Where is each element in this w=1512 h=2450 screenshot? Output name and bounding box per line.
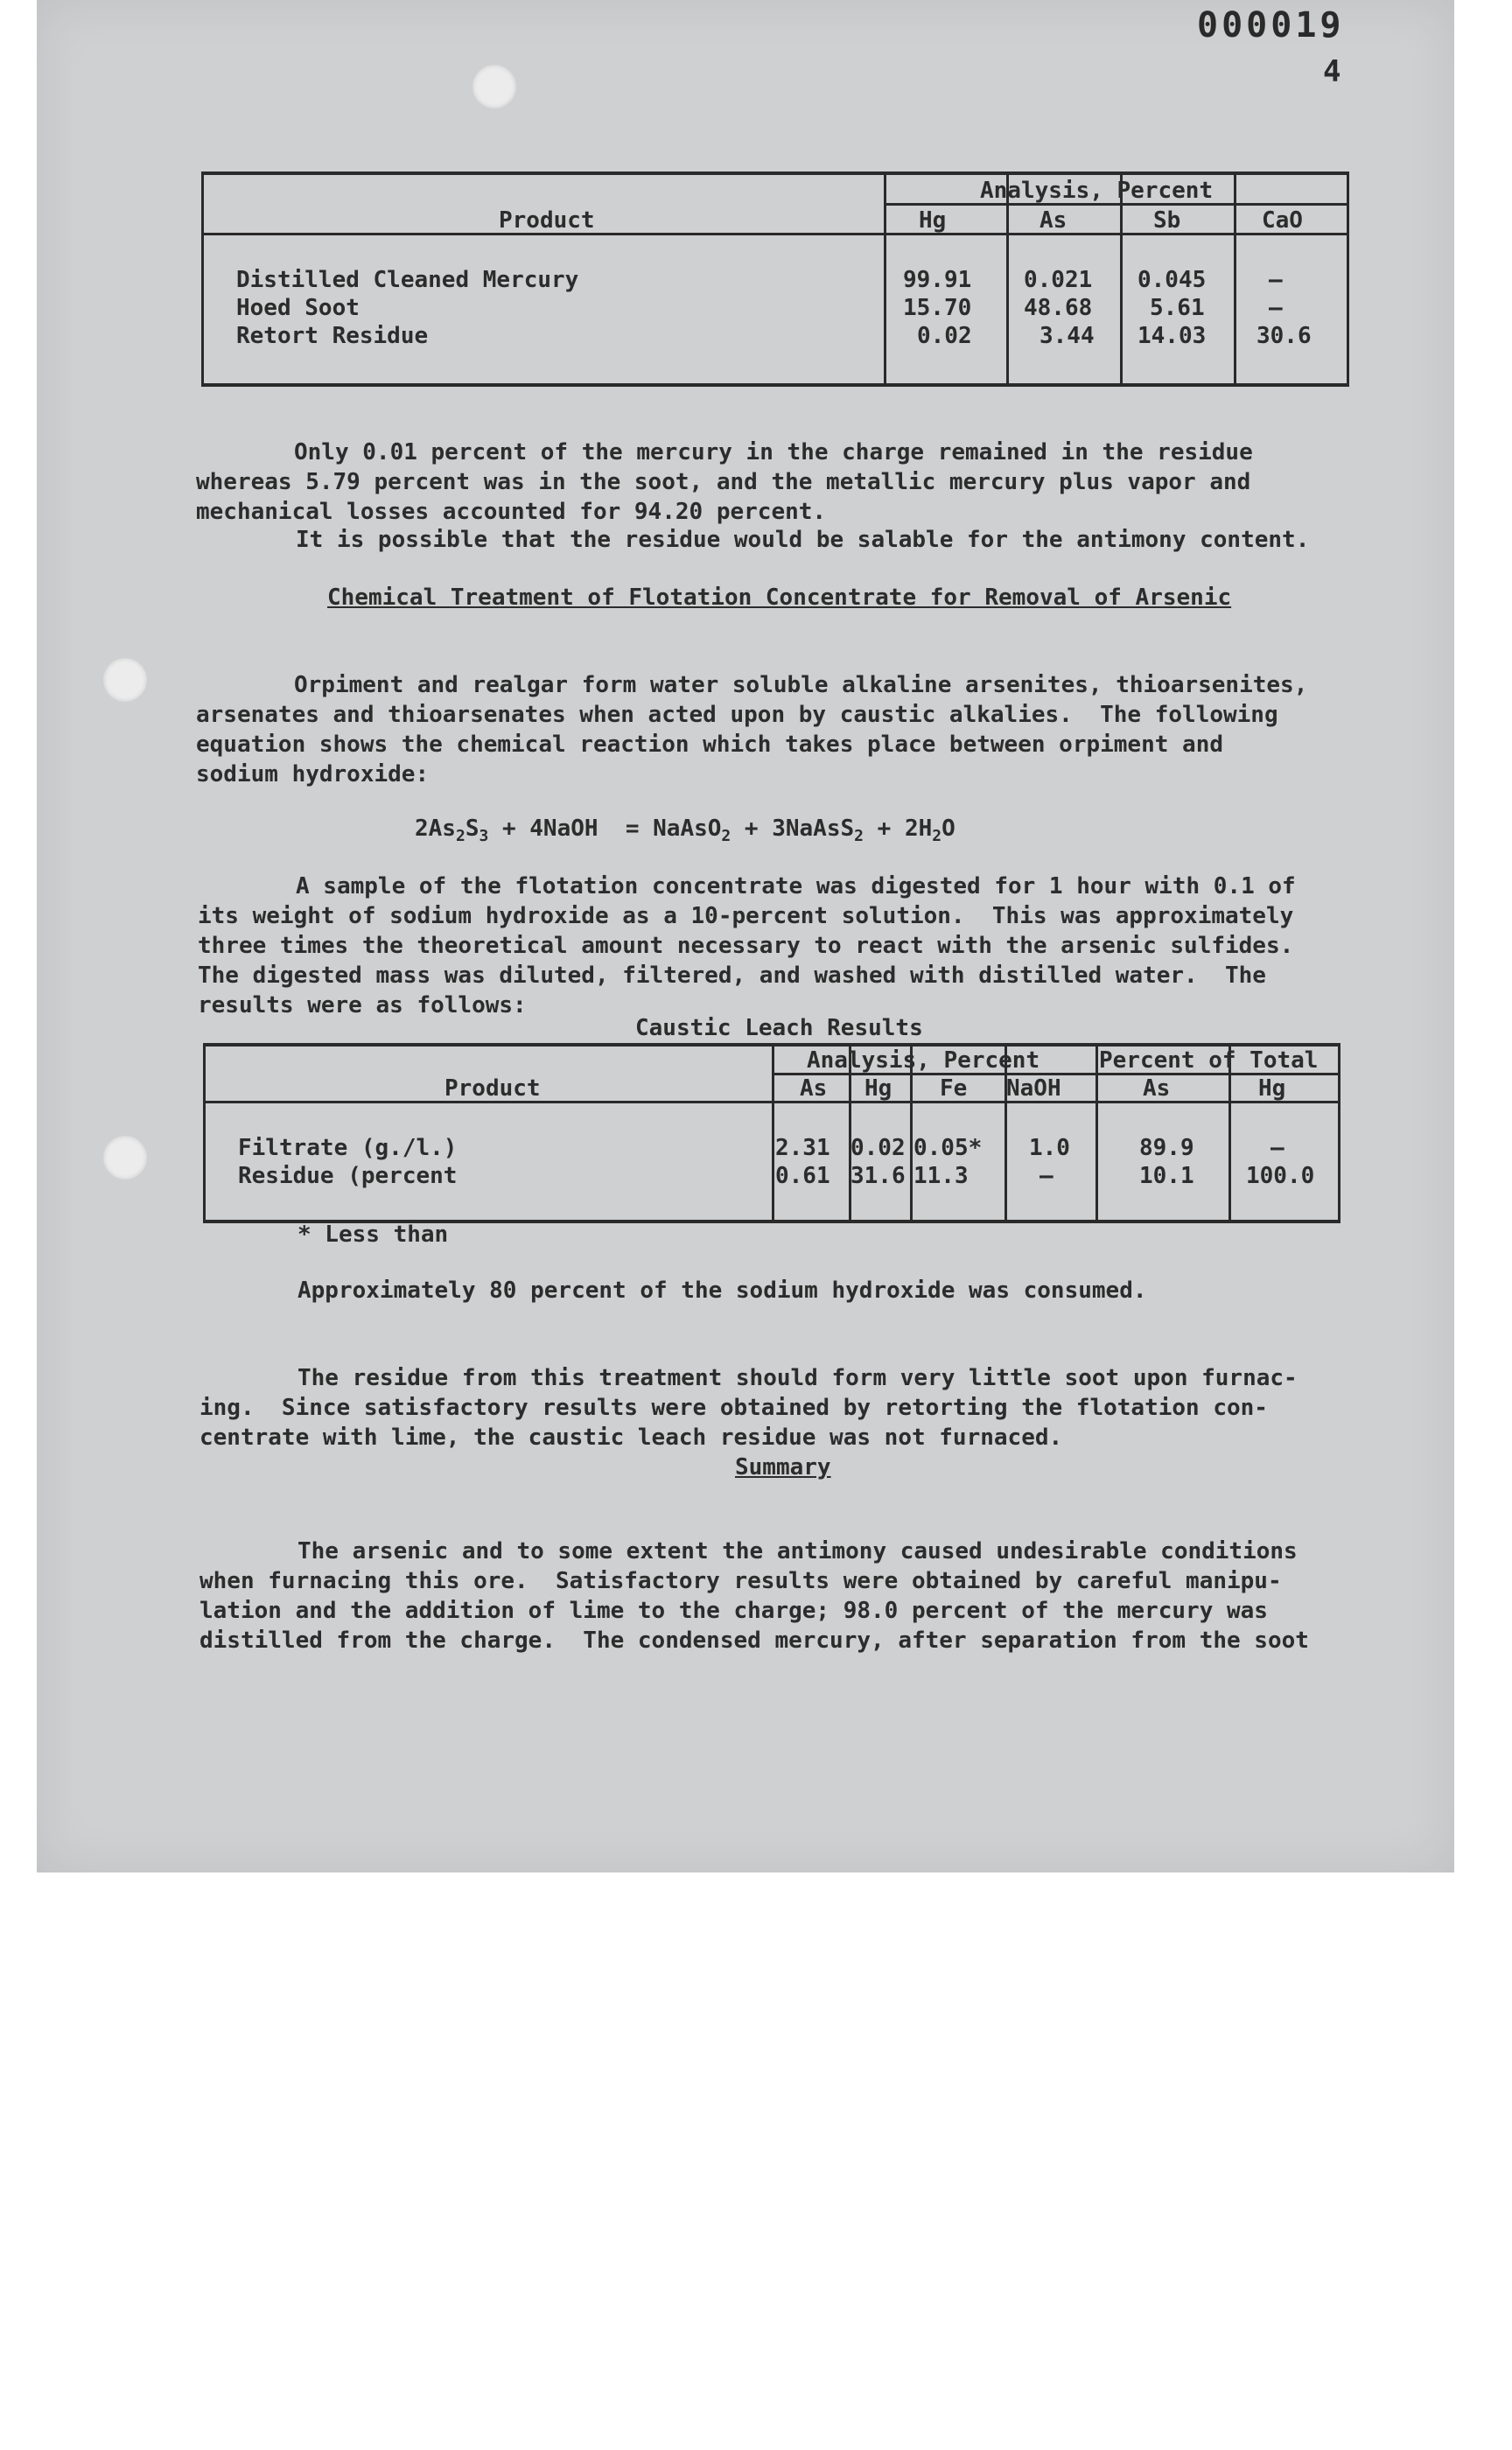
- punch-hole-top: [472, 65, 516, 108]
- table-cell: 89.9: [1139, 1135, 1194, 1161]
- table2-title: Caustic Leach Results: [635, 1015, 923, 1041]
- section-heading-chemical-treatment: Chemical Treatment of Flotation Concentrate for Removal of Arsenic: [327, 584, 1232, 611]
- table-cell: 2.31: [775, 1135, 830, 1161]
- table-row: Filtrate (g./l.): [238, 1135, 458, 1161]
- table-row: Residue (percent: [238, 1163, 458, 1189]
- table-cell: 15.70: [903, 295, 972, 321]
- table-cell: 5.61: [1150, 295, 1205, 321]
- table2-footnote: * Less than: [298, 1222, 449, 1248]
- table2-group-total: Percent of Total: [1099, 1047, 1319, 1074]
- table-cell: 11.3: [914, 1163, 969, 1189]
- table-cell: 0.045: [1138, 267, 1207, 293]
- table-cell: 10.1: [1139, 1163, 1194, 1189]
- table-cell: 48.68: [1024, 295, 1093, 321]
- table1-product-header: Product: [499, 207, 595, 234]
- table2-col-fe: Fe: [940, 1075, 968, 1102]
- table2-product-header: Product: [444, 1075, 541, 1102]
- paragraph-sodium-hydroxide: Approximately 80 percent of the sodium hydroxide was consumed.: [298, 1278, 1147, 1304]
- paragraph-residue: Only 0.01 percent of the mercury in the charge remained in the residue whereas 5.79 percent was in the soot, and the metallic mercury plus vapor and mechanical losses accounted for 94.20 percent.: [196, 439, 1253, 525]
- table-cell: 31.6: [850, 1163, 906, 1189]
- table-row: Retort Residue: [236, 323, 429, 349]
- table2-col-hg-total: Hg: [1258, 1075, 1286, 1102]
- table2-col-naoh: NaOH: [1006, 1075, 1061, 1102]
- table-cell: 100.0: [1246, 1163, 1315, 1189]
- table-cell: —: [1270, 1135, 1284, 1161]
- caustic-leach-table: [203, 1043, 1340, 1223]
- table1-col-hg: Hg: [919, 207, 947, 234]
- table-cell: 1.0: [1029, 1135, 1070, 1161]
- table-cell: 30.6: [1256, 323, 1312, 349]
- table1-col-as: As: [1040, 207, 1068, 234]
- table1-group-header: Analysis, Percent: [980, 178, 1214, 204]
- page-number: 4: [1323, 54, 1341, 89]
- table-cell: 3.44: [1040, 323, 1095, 349]
- table-cell: 99.91: [903, 267, 972, 293]
- table-row: Distilled Cleaned Mercury: [236, 267, 579, 293]
- table1-col-cao: CaO: [1262, 207, 1303, 234]
- paragraph-residue-treatment: The residue from this treatment should form very little soot upon furnac- ing. Since satisfactory results were obtained by retorting the flotation con- centrate with lime, the caustic leach residue was not furnaced.: [200, 1365, 1298, 1451]
- table2-col-hg: Hg: [864, 1075, 892, 1102]
- section-heading-summary: Summary: [735, 1454, 831, 1480]
- table-row: Hoed Soot: [236, 295, 360, 321]
- table-cell: —: [1269, 267, 1283, 293]
- table-cell: 0.02: [917, 323, 972, 349]
- table2-group-analysis: Analysis, Percent: [807, 1047, 1040, 1074]
- paragraph-orpiment: Orpiment and realgar form water soluble alkaline arsenites, thioarsenites, arsenates and thioarsenates when acted upon by caustic alkalies. The following equation shows the chemical reaction which takes place between orpiment and sodium hydroxide:: [196, 672, 1308, 788]
- table-cell: 14.03: [1138, 323, 1207, 349]
- paragraph-salable: It is possible that the residue would be salable for the antimony content.: [296, 527, 1310, 553]
- table-cell: 0.61: [775, 1163, 830, 1189]
- punch-hole-bottom: [103, 1136, 147, 1180]
- paragraph-summary: The arsenic and to some extent the antimony caused undesirable conditions when furnacing this ore. Satisfactory results were obtained by careful manipu- lation and the addition of lime to the charge; 98.0 percent of the mercury was distilled from the charge. The condensed mercury, after separation from the soot: [200, 1538, 1309, 1654]
- table-cell: —: [1269, 295, 1283, 321]
- table-cell: 0.021: [1024, 267, 1093, 293]
- table2-col-as-total: As: [1143, 1075, 1171, 1102]
- chemical-equation: $2As_2S_3$ + 4NaOH = NaAsO$_2$ + 3NaAsS$_2$ + $2H_2O$: [415, 816, 956, 846]
- table1-col-sb: Sb: [1153, 207, 1181, 234]
- paragraph-digestion: A sample of the flotation concentrate was digested for 1 hour with 0.1 of its weight of sodium hydroxide as a 10-percent solution. This was approximately three times the theoretical amount necessary to react with the arsenic sulfides. The digested mass was diluted, filtered, and washed with distilled water. The results were as follows:: [198, 873, 1296, 1018]
- document-number: 000019: [1197, 5, 1345, 46]
- table-cell: 0.02: [850, 1135, 906, 1161]
- punch-hole-middle: [103, 658, 147, 702]
- table-cell: 0.05*: [914, 1135, 983, 1161]
- table2-col-as: As: [800, 1075, 828, 1102]
- table-cell: —: [1040, 1163, 1054, 1189]
- analysis-table: [201, 172, 1349, 387]
